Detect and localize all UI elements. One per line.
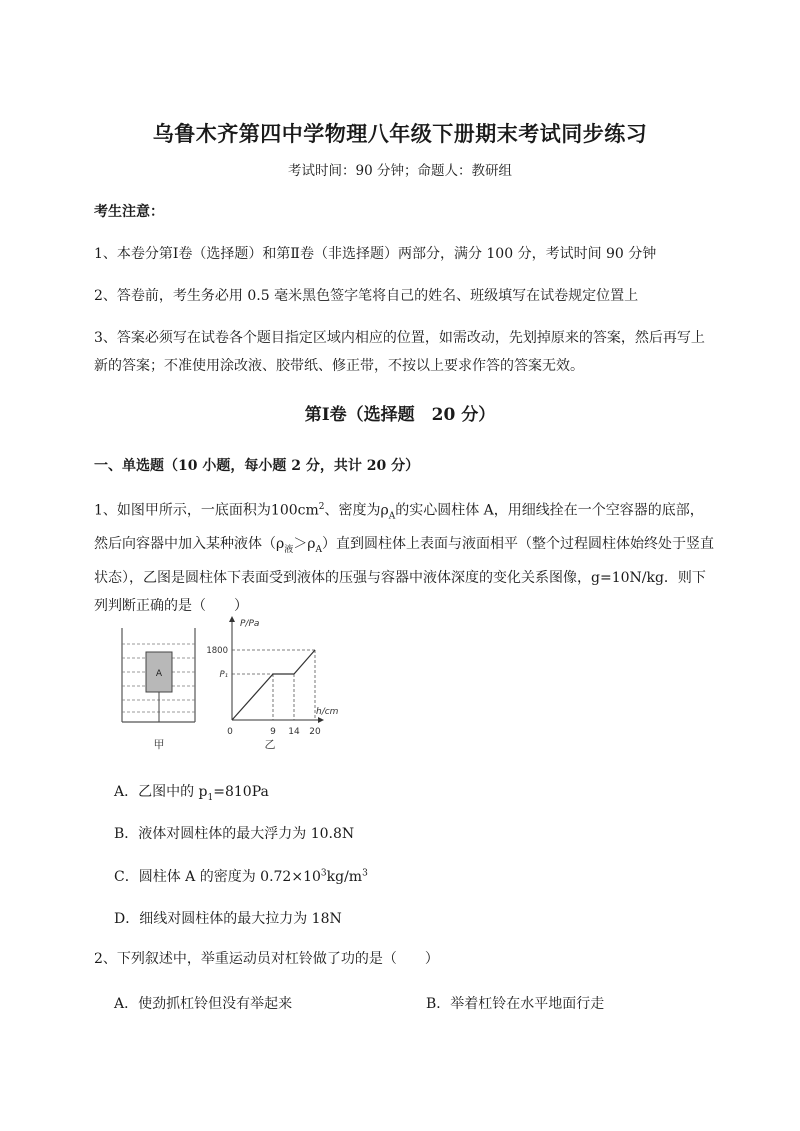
notice-heading: 考生注意： — [94, 204, 164, 220]
q1-option-d[interactable]: D．细线对圆柱体的最大拉力为 18N — [114, 911, 342, 927]
notice-item-1: 1、本卷分第Ⅰ卷（选择题）和第Ⅱ卷（非选择题）两部分，满分 100 分，考试时间 90 分钟 — [94, 246, 657, 262]
q2-option-b[interactable]: B．举着杠铃在水平地面行走 — [426, 996, 605, 1012]
page-title: 乌鲁木齐第四中学物理八年级下册期末考试同步练习 — [152, 121, 648, 146]
q2-option-a[interactable]: A．使劲抓杠铃但没有举起来 — [114, 996, 293, 1012]
question-1-text: 1、如图甲所示，一底面积为$100cm^2$、密度为$\rho_A$的实心圆柱体 A，用细线拴在一个空容器的底部，然后向容器中加入某种液体$(\rho_液>\rho_A)$直到圆柱体上表面与液面相平（整个过程圆柱体始终处于竖直状态），乙图是圆柱体下表面受到液体的压强与容器中液体深度的变化关系图像，g=10N/kg．则下列判断正确的是（ ） — [94, 502, 714, 615]
notice-item-2: 2、答卷前，考生务必用 0.5 毫米黑色签字笔将自己的姓名、班级填写在试卷规定位置上 — [94, 288, 639, 304]
q1-option-a[interactable]: A．乙图中的 $p_1=810Pa$ — [114, 784, 269, 803]
section-title: 第Ⅰ卷（选择题 20 分） — [304, 405, 496, 425]
q1-option-b[interactable]: B．液体对圆柱体的最大浮力为 10.8N — [114, 826, 355, 842]
x-tick-20: 20 — [309, 727, 321, 737]
figure-label-jia: 甲 — [153, 738, 165, 751]
question-2-text: 2、下列叙述中，举重运动员对杠铃做了功的是（ ） — [94, 951, 439, 967]
y-tick-p1: P₁ — [219, 670, 228, 680]
figure-graph — [206, 616, 338, 751]
x-tick-0: 0 — [227, 727, 233, 737]
part-heading: 一、单选题（10 小题，每小题 2 分，共计 20 分） — [94, 458, 420, 474]
pressure-curve — [232, 650, 315, 720]
x-axis-label: h/cm — [316, 707, 339, 717]
question-1-figure — [112, 614, 362, 756]
notice-item-3: 3、答案必须写在试卷各个题目指定区域内相应的位置，如需改动，先划掉原来的答案，然后再写上新的答案；不准使用涂改液、胶带纸、修正带，不按以上要求作答的答案无效。 — [94, 330, 705, 374]
cylinder-label: A — [155, 669, 163, 679]
x-tick-14: 14 — [288, 727, 300, 737]
page-subtitle: 考试时间：90 分钟；命题人：教研组 — [288, 163, 512, 179]
x-tick-9: 9 — [270, 727, 276, 737]
figure-label-yi: 乙 — [264, 738, 276, 751]
figure-container — [122, 628, 195, 751]
y-axis-label: P/Pa — [240, 619, 260, 629]
q1-option-c[interactable]: C．圆柱体 A 的密度为 $0.72\times 10^3kg/m^3$ — [114, 868, 368, 885]
y-tick-1800: 1800 — [206, 646, 228, 656]
